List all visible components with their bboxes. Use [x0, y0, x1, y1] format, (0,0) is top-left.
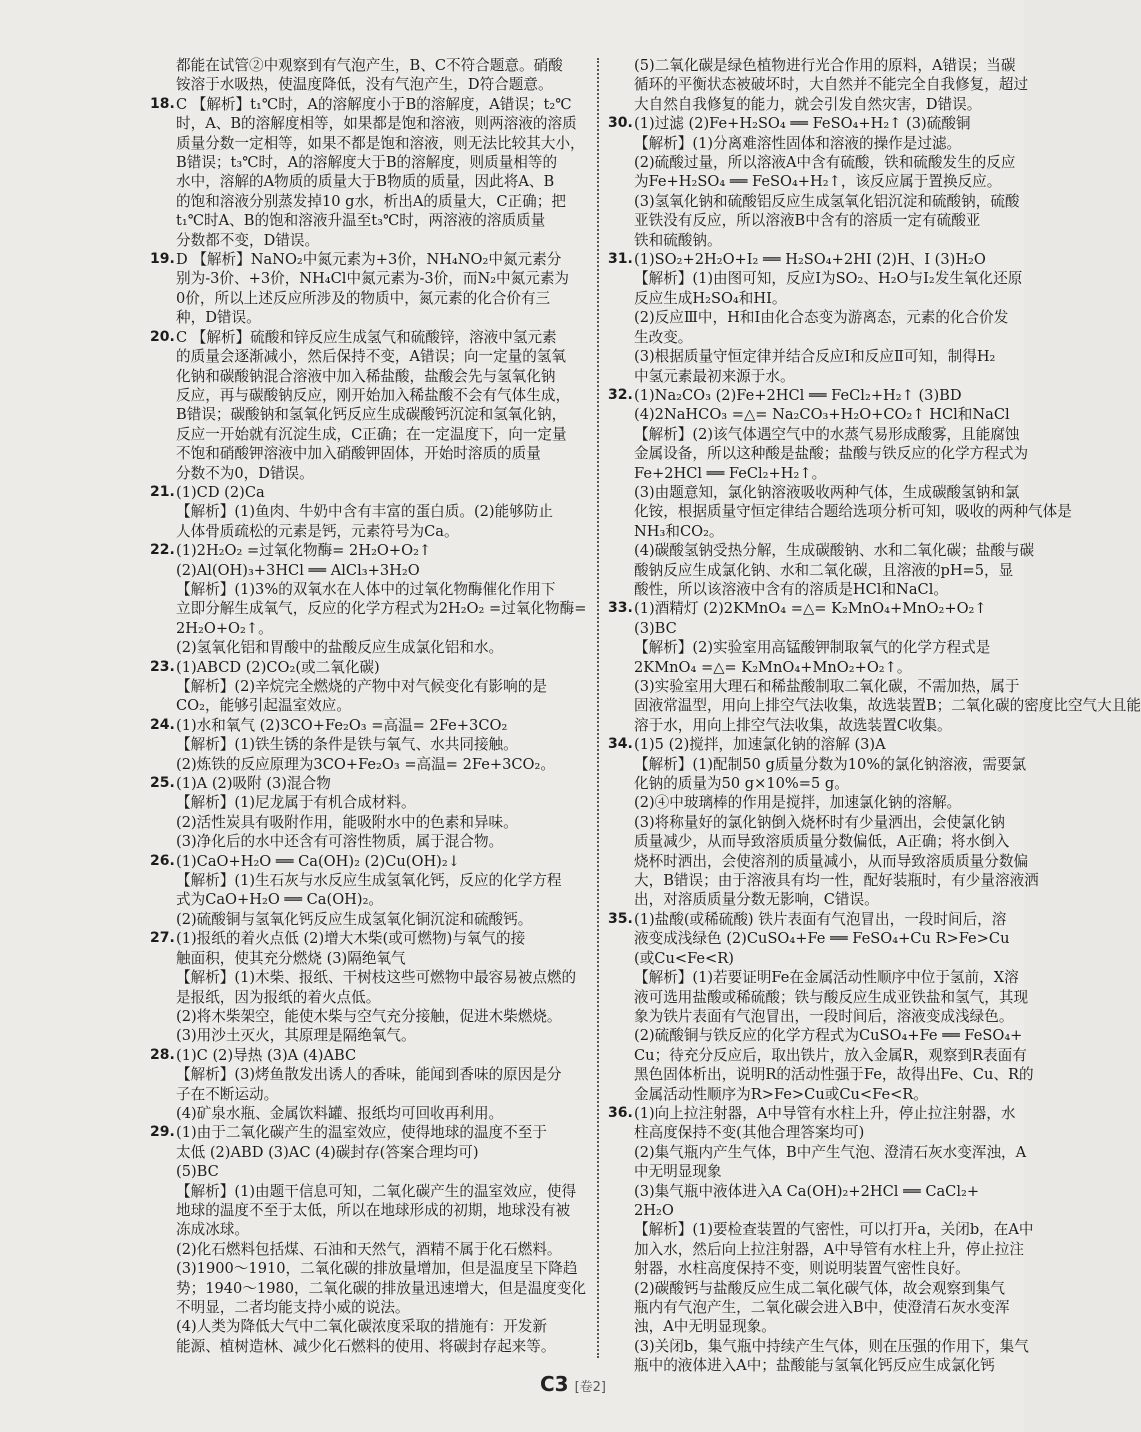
answer-entry: [150, 774, 590, 852]
question-number: 29.: [150, 1124, 175, 1141]
answer-entry: [150, 250, 590, 328]
text-line: (1)报纸的着火点低 (2)增大木柴(或可燃物)与氧气的接: [176, 930, 526, 948]
text-line: (2)活性炭具有吸附作用，能吸附水中的色素和异味。: [176, 813, 518, 831]
text-line: 能源、植树造林、减少化石燃料的使用、将碳封存起来等。: [176, 1337, 556, 1355]
text-line: (1)A (2)吸附 (3)混合物: [176, 775, 331, 793]
question-number: 27.: [150, 930, 175, 947]
text-line: 加入水，然后向上拉注射器，A中导管有水柱上升，停止拉注: [634, 1240, 1024, 1258]
answer-entry: [150, 852, 590, 930]
text-line: 反应一开始就有沉淀生成，C正确；在一定温度下，向一定量: [176, 425, 567, 443]
volume-label: [卷2]: [574, 1380, 607, 1395]
text-line: (4)碳酸氢钠受热分解，生成碳酸钠、水和二氧化碳；盐酸与碳: [634, 542, 1035, 560]
text-line: 人体骨质疏松的元素是钙，元素符号为Ca。: [176, 522, 459, 540]
text-line: Fe+2HCl ══ FeCl₂+H₂↑。: [634, 464, 827, 482]
question-number: 31.: [608, 251, 633, 268]
text-line: (3)由题意知，氯化钠溶液吸收两种气体，生成碳酸氢钠和氯: [634, 483, 1020, 501]
text-line: C 【解析】t₁℃时，A的溶解度小于B的溶解度，A错误；t₂℃: [176, 95, 572, 113]
answer-entry: [608, 386, 1072, 599]
text-line: 【解析】(2)该气体遇空气中的水蒸气易形成酸雾，且能腐蚀: [634, 425, 1020, 443]
text-line: 【解析】(1)尼龙属于有机合成材料。: [176, 794, 416, 812]
question-number: 22.: [150, 542, 175, 559]
question-number: 32.: [608, 386, 633, 403]
text-line: 溶于水，用向上排空气法收集，故选装置C收集。: [634, 716, 952, 734]
text-line: 烧杯时洒出，会使溶剂的质量减小，从而导致溶质质量分数偏: [634, 852, 1029, 870]
answer-entry: [150, 658, 590, 716]
text-line: 金属活动性顺序为R>Fe>Cu或Cu<Fe<R。: [634, 1085, 928, 1103]
text-line: 金属设备，所以这种酸是盐酸；盐酸与铁反应的化学方程式为: [634, 445, 1029, 463]
text-line: 反应生成H₂SO₄和HI。: [634, 289, 787, 307]
answer-entry: [150, 1123, 590, 1356]
text-line: 【解析】(1)铁生锈的条件是铁与氧气、水共同接触。: [176, 736, 518, 754]
text-line: 是报纸，因为报纸的着火点低。: [176, 988, 381, 1006]
text-line: 铁和硫酸钠。: [634, 231, 722, 249]
question-number: 36.: [608, 1104, 633, 1121]
answer-entry: [608, 114, 1024, 250]
text-line: (1)水和氧气 (2)3CO+Fe₂O₃ =高温= 2Fe+3CO₂: [176, 716, 508, 734]
answer-entry: [150, 541, 590, 657]
text-line: 【解析】(1)由题干信息可知，二氧化碳产生的温室效应，使得: [176, 1182, 577, 1200]
question-number: 30.: [608, 115, 633, 132]
question-number: 20.: [150, 328, 175, 345]
text-line: (5)二氧化碳是绿色植物进行光合作用的原料，A错误；当碳: [634, 57, 1016, 74]
text-line: (2)氢氧化铝和胃酸中的盐酸反应生成氯化铝和水。: [176, 639, 504, 657]
text-line: (2)硫酸铜与铁反应的化学方程式为CuSO₄+Fe ══ FeSO₄+: [634, 1027, 1023, 1045]
text-line: (4)2NaHCO₃ =△= Na₂CO₃+H₂O+CO₂↑ HCl和NaCl: [634, 406, 1010, 424]
text-line: (1)SO₂+2H₂O+I₂ ══ H₂SO₄+2HI (2)H、I (3)H₂O: [634, 251, 986, 269]
text-line: 分数都不变，D错误。: [176, 231, 320, 249]
text-line: 【解析】(1)配制50 g质量分数为10%的氯化钠溶液，需要氯: [634, 755, 1027, 773]
text-line: 大自然自我修复的能力，就会引发自然灾害，D错误。: [634, 95, 982, 113]
text-line: (1)向上拉注射器，A中导管有水柱上升，停止拉注射器，水: [634, 1104, 1016, 1122]
text-line: (3)1900～1910，二氧化碳的排放量增加，但是温度呈下降趋: [176, 1260, 578, 1278]
text-line: 【解析】(2)辛烷完全燃烧的产物中对气候变化有影响的是: [176, 678, 547, 695]
text-line: (2)反应Ⅲ中，H和I由化合态变为游离态，元素的化合价发: [634, 309, 1009, 327]
text-line: (4)矿泉水瓶、金属饮料罐、报纸均可回收再利用。: [176, 1104, 504, 1122]
text-line: 别为-3价、+3价，NH₄Cl中氮元素为-3价，而N₂中氮元素为: [176, 270, 570, 288]
text-line: 【解析】(1)3%的双氧水在人体中的过氧化物酶催化作用下: [176, 580, 556, 598]
text-line: 酸性，所以该溶液中含有的溶质是HCl和NaCl。: [634, 580, 948, 598]
text-line: (1)酒精灯 (2)2KMnO₄ =△= K₂MnO₄+MnO₂+O₂↑: [634, 600, 987, 618]
text-line: 生改变。: [634, 328, 693, 346]
text-line: 【解析】(3)烤鱼散发出诱人的香味，能闻到香味的原因是分: [176, 1066, 562, 1084]
text-line: 太低 (2)ABD (3)AC (4)碳封存(答案合理均可): [176, 1143, 479, 1161]
continued-text: [150, 56, 590, 95]
question-number: 21.: [150, 483, 175, 500]
text-line: (3)实验室用大理石和稀盐酸制取二氧化碳，不需加热，属于: [634, 678, 1020, 695]
text-line: (2)④中玻璃棒的作用是搅拌，加速氯化钠的溶解。: [634, 794, 962, 812]
text-line: 0价，所以上述反应所涉及的物质中，氮元素的化合价有三: [176, 289, 551, 307]
text-line: 固液常温型，用向上排空气法收集，故选装置B；二氧化碳的密度比空气大且能: [634, 697, 1141, 715]
text-line: 化钠的质量为50 g×10%=5 g。: [634, 775, 849, 793]
text-line: t₁℃时A、B的饱和溶液升温至t₃℃时，两溶液的溶质质量: [176, 212, 546, 230]
text-line: 质量分数一定相等，如果不都是饱和溶液，则无法比较其大小，: [176, 134, 585, 152]
text-line: 【解析】(1)鱼肉、牛奶中含有丰富的蛋白质。(2)能够防止: [176, 503, 554, 521]
text-line: (3)净化后的水中还含有可溶性物质，属于混合物。: [176, 833, 504, 851]
text-line: NH₃和CO₂。: [634, 522, 724, 540]
text-line: 化铵，根据质量守恒定律结合题给选项分析可知，吸收的两种气体是: [634, 503, 1072, 521]
question-number: 19.: [150, 251, 175, 268]
text-line: 分数不为0，D错误。: [176, 464, 314, 482]
page-footer: [540, 1372, 606, 1396]
text-line: (4)人类为降低大气中二氧化碳浓度采取的措施有：开发新: [176, 1318, 547, 1336]
text-line: 触面积，使其充分燃烧 (3)隔绝氧气: [176, 949, 406, 967]
text-line: 中无明显现象: [634, 1163, 722, 1181]
text-line: 液可选用盐酸或稀硫酸；铁与酸反应生成亚铁盐和氢气，其现: [634, 988, 1029, 1006]
text-line: 瓶中的液体进入A中；盐酸能与氢氧化钙反应生成氯化钙: [634, 1357, 995, 1375]
text-line: (5)BC: [176, 1163, 219, 1181]
text-line: 时，A、B的溶解度相等，如果都是饱和溶液，则两溶液的溶质: [176, 115, 577, 133]
text-line: (或Cu<Fe<R): [634, 949, 734, 967]
text-line: (3)用沙土灭火，其原理是隔绝氧气。: [176, 1027, 416, 1045]
text-line: 不饱和硝酸钾溶液中加入硝酸钾固体，开始时溶质的质量: [176, 445, 541, 463]
text-line: CO₂，能够引起温室效应。: [176, 697, 351, 715]
text-line: 柱高度保持不变(其他合理答案均可): [634, 1124, 865, 1142]
text-line: (1)CD (2)Ca: [176, 483, 265, 501]
text-line: B错误；碳酸钠和氢氧化钙反应生成碳酸钙沉淀和氢氧化钠，: [176, 406, 567, 424]
text-line: 象为铁片表面有气泡冒出，一段时间后，溶液变成浅绿色。: [634, 1007, 1014, 1025]
text-line: 射器，水柱高度保持不变，则说明装置气密性良好。: [634, 1260, 970, 1278]
text-line: 不明显，二者均能支持小威的说法。: [176, 1299, 410, 1316]
text-line: (1)Na₂CO₃ (2)Fe+2HCl ══ FeCl₂+H₂↑ (3)BD: [634, 386, 962, 404]
text-line: 都能在试管②中观察到有气泡产生，B、C不符合题意。硝酸: [176, 57, 563, 74]
text-line: (3)集气瓶中液体进入A Ca(OH)₂+2HCl ══ CaCl₂+: [634, 1182, 980, 1200]
text-line: 为Fe+H₂SO₄ ══ FeSO₄+H₂↑，该反应属于置换反应。: [634, 173, 1002, 191]
text-line: 地球的温度不至于太低，所以在地球形成的初期，地球没有被: [176, 1201, 571, 1219]
text-line: 瓶内有气泡产生，二氧化碳会进入B中，使澄清石灰水变浑: [634, 1299, 1010, 1316]
answer-entry: [150, 328, 590, 483]
text-line: 势；1940～1980，二氧化碳的排放量迅速增大，但是温度变化: [176, 1279, 586, 1297]
text-line: 2H₂O: [634, 1201, 674, 1219]
text-line: 亚铁没有反应，所以溶液B中含有的溶质一定有硫酸亚: [634, 212, 981, 230]
question-number: 18.: [150, 95, 175, 112]
text-line: (2)硫酸铜与氢氧化钙反应生成氢氧化铜沉淀和硫酸钙。: [176, 910, 533, 928]
answer-entry: [608, 599, 1141, 735]
text-line: 子在不断运动。: [176, 1085, 279, 1103]
answer-entry: [608, 250, 1024, 386]
text-line: D 【解析】NaNO₂中氮元素为+3价，NH₄NO₂中氮元素分: [176, 251, 562, 269]
question-number: 25.: [150, 775, 175, 792]
question-number: 24.: [150, 716, 175, 733]
text-line: 【解析】(1)木柴、报纸、干树枝这些可燃物中最容易被点燃的: [176, 969, 577, 987]
text-line: 铵溶于水吸热，使温度降低，没有气泡产生，D符合题意。: [176, 76, 553, 94]
text-line: (1)5 (2)搅拌，加速氯化钠的溶解 (3)A: [634, 736, 886, 754]
text-line: 【解析】(1)由图可知，反应Ⅰ为SO₂、H₂O与I₂发生氧化还原: [634, 270, 1023, 288]
text-line: 水中，溶解的A物质的质量大于B物质的质量，因此将A、B: [176, 173, 555, 191]
answer-entry: [150, 483, 590, 541]
text-line: 中氢元素最初来源于水。: [634, 367, 795, 385]
text-line: Cu；待充分反应后，取出铁片，放入金属R，观察到R表面有: [634, 1046, 1027, 1064]
right-column: [608, 56, 1141, 1376]
text-line: (1)由于二氧化碳产生的温室效应，使得地球的温度不至于: [176, 1124, 547, 1142]
question-number: 33.: [608, 600, 633, 617]
text-line: 化钠和碳酸钠混合溶液中加入稀盐酸，盐酸会先与氢氧化钠: [176, 367, 556, 385]
text-line: 【解析】(1)要检查装置的气密性，可以打开a，关闭b，在A中: [634, 1221, 1034, 1239]
text-line: (2)碳酸钙与盐酸反应生成二氧化碳气体，故会观察到集气: [634, 1279, 1005, 1297]
continued-text: [608, 56, 1029, 114]
text-line: 的饱和溶液分别蒸发掉10 g水，析出A的质量大，C正确；把: [176, 192, 566, 210]
text-line: (2)Al(OH)₃+3HCl ══ AlCl₃+3H₂O: [176, 561, 420, 579]
answer-entry: [608, 1104, 1034, 1376]
text-line: 【解析】(1)若要证明Fe在金属活动性顺序中位于氢前，X溶: [634, 969, 1019, 987]
text-line: 种，D错误。: [176, 309, 261, 327]
text-line: (1)ABCD (2)CO₂(或二氧化碳): [176, 658, 380, 676]
text-line: (2)化石燃料包括煤、石油和天然气，酒精不属于化石燃料。: [176, 1240, 562, 1258]
question-number: 34.: [608, 736, 633, 753]
left-column: [150, 56, 590, 1356]
text-line: (2)将木柴架空，能使木柴与空气充分接触，促进木柴燃烧。: [176, 1007, 562, 1025]
text-line: 的质量会逐渐减小，然后保持不变，A错误；向一定量的氢氧: [176, 348, 566, 366]
text-line: (1)C (2)导热 (3)A (4)ABC: [176, 1046, 357, 1064]
text-line: 【解析】(1)生石灰与水反应生成氢氧化钙，反应的化学方程: [176, 872, 562, 890]
text-line: 质量减少，从而导致溶质质量分数偏低，A正确；将水倒入: [634, 833, 1010, 851]
text-line: (3)BC: [634, 619, 677, 637]
text-line: 冻成冰球。: [176, 1221, 249, 1239]
text-line: 2H₂O+O₂↑。: [176, 619, 273, 637]
text-line: 【解析】(2)实验室用高锰酸钾制取氧气的化学方程式是: [634, 639, 991, 657]
answer-entry: [608, 735, 1039, 910]
question-number: 23.: [150, 658, 175, 675]
text-line: 立即分解生成氧气，反应的化学方程式为2H₂O₂ =过氧化物酶=: [176, 600, 587, 618]
text-line: (2)集气瓶内产生气体，B中产生气泡、澄清石灰水变浑浊，A: [634, 1143, 1027, 1161]
text-line: 出，对溶质质量分数无影响，C错误。: [634, 891, 879, 909]
question-number: 28.: [150, 1046, 175, 1063]
text-line: 浊，A中无明显现象。: [634, 1318, 776, 1336]
text-line: (3)根据质量守恒定律并结合反应Ⅰ和反应Ⅱ可知，制得H₂: [634, 348, 996, 366]
text-line: C 【解析】硫酸和锌反应生成氢气和硫酸锌，溶液中氢元素: [176, 328, 557, 346]
text-line: (3)氢氧化钠和硫酸铝反应生成氢氧化铝沉淀和硫酸钠，硫酸: [634, 192, 1020, 210]
answer-entry: [150, 95, 590, 250]
text-line: B错误；t₃℃时，A的溶解度大于B的溶解度，则质量相等的: [176, 154, 558, 172]
column-divider: [597, 58, 599, 1358]
question-number: 35.: [608, 910, 633, 927]
text-line: 反应，再与碳酸钠反应，刚开始加入稀盐酸不会有气体生成，: [176, 386, 571, 404]
text-line: (2)硫酸过量，所以溶液A中含有硫酸，铁和硫酸发生的反应: [634, 154, 1016, 172]
text-line: 式为CaO+H₂O ══ Ca(OH)₂。: [176, 891, 384, 909]
question-number: 26.: [150, 852, 175, 869]
answer-entry: [150, 929, 590, 1045]
answer-entry: [608, 910, 1034, 1104]
page-number: C3: [540, 1372, 569, 1396]
text-line: 【解析】(1)分离难溶性固体和溶液的操作是过滤。: [634, 134, 962, 152]
text-line: 循环的平衡状态被破坏时，大自然并不能完全自我修复，超过: [634, 76, 1029, 94]
text-line: 液变成浅绿色 (2)CuSO₄+Fe ══ FeSO₄+Cu R>Fe>Cu: [634, 930, 1010, 948]
text-line: (1)2H₂O₂ =过氧化物酶= 2H₂O+O₂↑: [176, 542, 432, 560]
answer-entry: [150, 716, 590, 774]
text-line: (3)将称量好的氯化钠倒入烧杯时有少量洒出，会使氯化钠: [634, 813, 1005, 831]
text-line: (3)关闭b，集气瓶中持续产生气体，则在压强的作用下，集气: [634, 1337, 1029, 1355]
text-line: 大，B错误；由于溶液具有均一性，配好装瓶时，有少量溶液洒: [634, 872, 1039, 890]
text-line: (1)CaO+H₂O ══ Ca(OH)₂ (2)Cu(OH)₂↓: [176, 852, 460, 870]
text-line: 2KMnO₄ =△= K₂MnO₄+MnO₂+O₂↑。: [634, 658, 912, 676]
text-line: 酸钠反应生成氯化钠、水和二氧化碳，且溶液的pH=5，显: [634, 561, 1014, 579]
answer-entry: [150, 1046, 590, 1124]
text-line: (1)过滤 (2)Fe+H₂SO₄ ══ FeSO₄+H₂↑ (3)硫酸铜: [634, 115, 971, 133]
text-line: 黑色固体析出，说明R的活动性强于Fe，故得出Fe、Cu、R的: [634, 1066, 1034, 1084]
text-line: (2)炼铁的反应原理为3CO+Fe₂O₃ =高温= 2Fe+3CO₂。: [176, 755, 555, 773]
text-line: (1)盐酸(或稀硫酸) 铁片表面有气泡冒出，一段时间后，溶: [634, 910, 1007, 928]
